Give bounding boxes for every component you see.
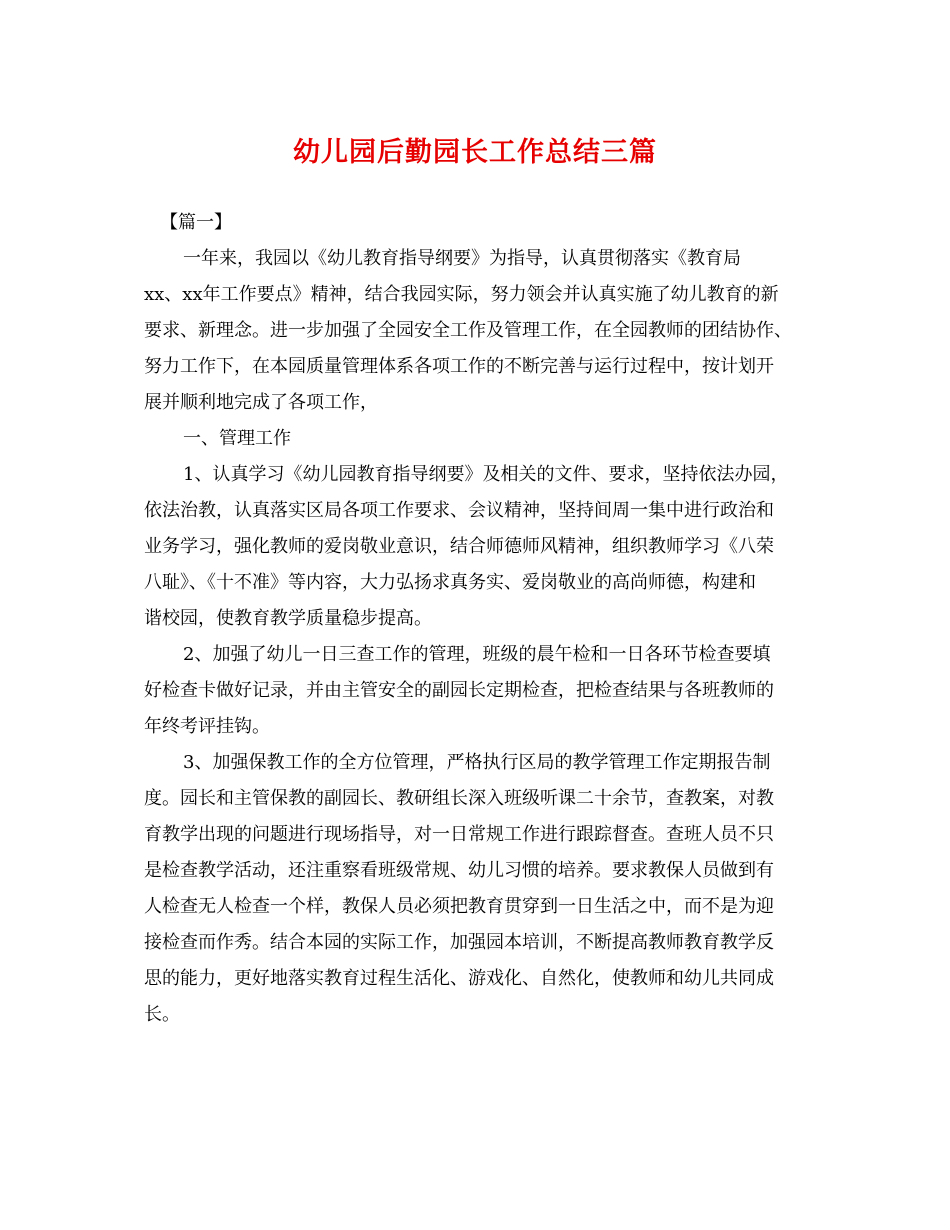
paragraph-line: 年终考评挂钩。: [144, 716, 270, 737]
section-label: 【篇一】: [160, 212, 232, 233]
paragraph-line: 谐校园，使教育教学质量稳步提高。: [144, 608, 432, 629]
paragraph-line: 2、加强了幼儿一日三查工作的管理，班级的晨午检和一日各环节检查要填: [183, 644, 771, 665]
paragraph-line: 八耻》、《十不准》等内容，大力弘扬求真务实、爱岗敬业的高尚师德，构建和: [144, 572, 756, 593]
paragraph-line: 努力工作下，在本园质量管理体系各项工作的不断完善与运行过程中，按计划开: [144, 356, 774, 377]
paragraph-line: 思的能力，更好地落实教育过程生活化、游戏化、自然化，使教师和幼儿共同成: [144, 968, 774, 989]
paragraph-line: 长。: [144, 1004, 180, 1025]
paragraph-line: 是检查教学活动，还注重察看班级常规、幼儿习惯的培养。要求教保人员做到有: [144, 860, 774, 881]
document-title: 幼儿园后勤园长工作总结三篇: [293, 137, 657, 168]
paragraph-line: 好检查卡做好记录，并由主管安全的副园长定期检查，把检查结果与各班教师的: [144, 680, 774, 701]
paragraph-line: 育教学出现的问题进行现场指导，对一日常规工作进行跟踪督查。查班人员不只: [144, 824, 774, 845]
paragraph-line: 度。园长和主管保教的副园长、教研组长深入班级听课二十余节，查教案，对教: [144, 788, 774, 809]
paragraph-line: 展并顺利地完成了各项工作，: [144, 392, 378, 413]
paragraph-line: 接检查而作秀。结合本园的实际工作，加强园本培训，不断提高教师教育教学反: [144, 932, 774, 953]
paragraph-line: xx、xx年工作要点》精神，结合我园实际，努力领会并认真实施了幼儿教育的新: [144, 284, 779, 305]
section-heading: 一、管理工作: [183, 428, 291, 449]
paragraph-line: 一年来，我园以《幼儿教育指导纲要》为指导，认真贯彻落实《教育局: [183, 248, 741, 269]
paragraph-line: 业务学习，强化教师的爱岗敬业意识，结合师德师风精神，组织教师学习《八荣: [144, 536, 774, 557]
paragraph-line: 1、认真学习《幼儿园教育指导纲要》及相关的文件、要求，坚持依法办园，: [183, 464, 789, 485]
paragraph-line: 人检查无人检查一个样，教保人员必须把教育贯穿到一日生活之中，而不是为迎: [144, 896, 774, 917]
paragraph-line: 依法治教，认真落实区局各项工作要求、会议精神，坚持间周一集中进行政治和: [144, 500, 774, 521]
paragraph-line: 3、加强保教工作的全方位管理，严格执行区局的教学管理工作定期报告制: [183, 752, 771, 773]
paragraph-line: 要求、新理念。进一步加强了全园安全工作及管理工作，在全园教师的团结协作、: [144, 320, 792, 341]
